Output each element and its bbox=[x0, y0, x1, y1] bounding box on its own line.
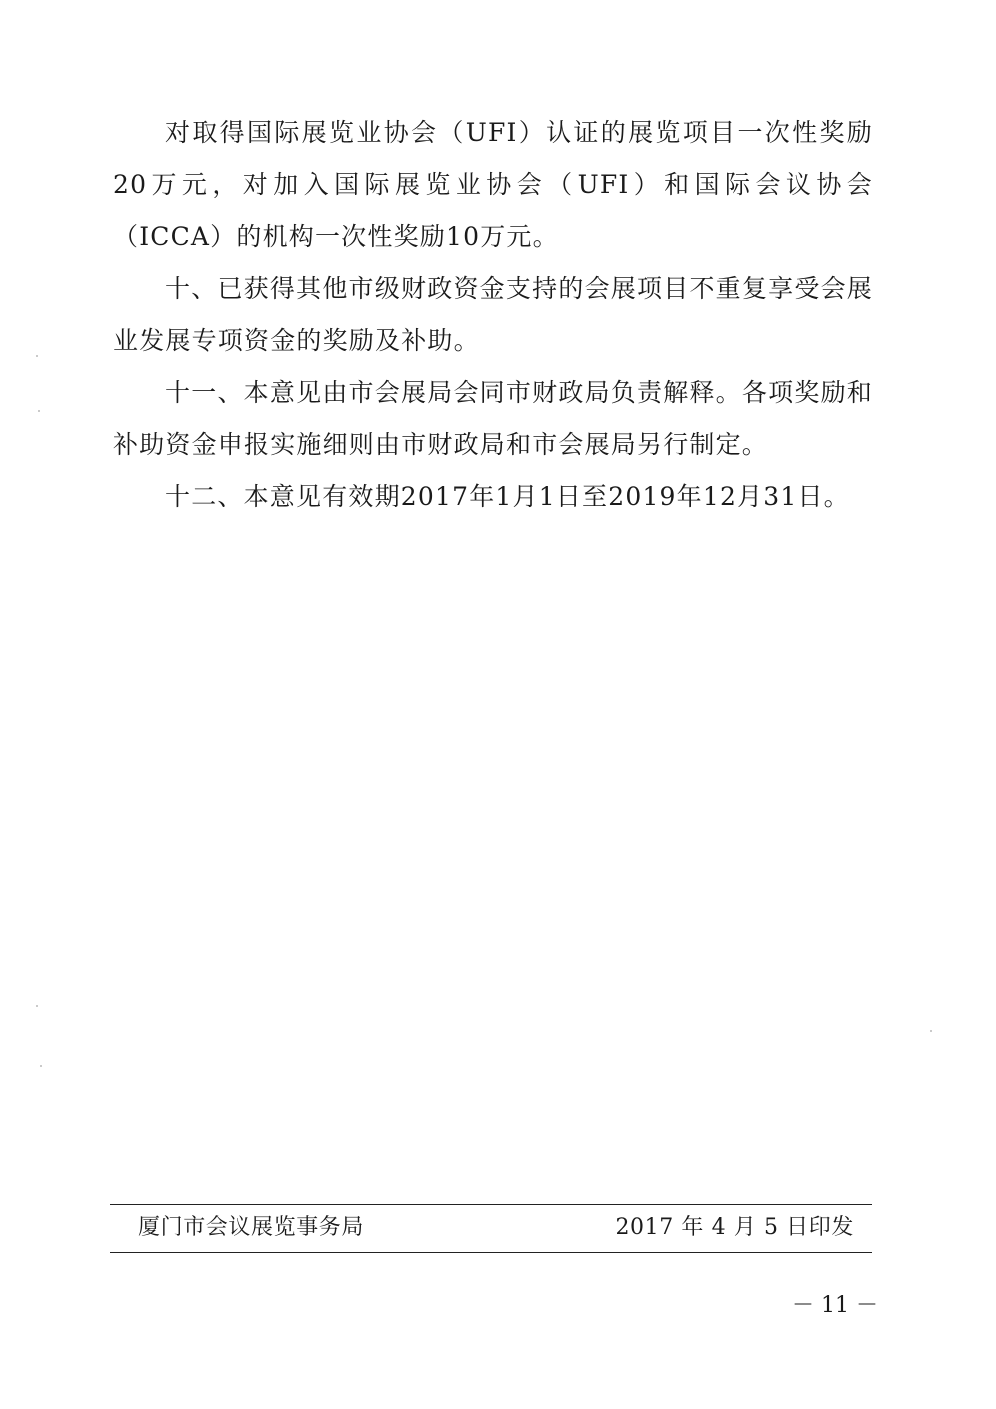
scan-speck bbox=[36, 355, 38, 357]
scan-speck bbox=[36, 1005, 38, 1007]
paragraph-item-10: 十、已获得其他市级财政资金支持的会展项目不重复享受会展业发展专项资金的奖励及补助。 bbox=[113, 274, 873, 355]
paragraph-ufi-icca-reward: 对取得国际展览业协会（UFI）认证的展览项目一次性奖励20万元，对加入国际展览业协会（UFI）和国际会议协会（ICCA）的机构一次性奖励10万元。 bbox=[113, 118, 873, 251]
scan-speck bbox=[930, 1030, 932, 1032]
footer-bottom-rule bbox=[110, 1252, 872, 1253]
footer-top-rule bbox=[110, 1204, 872, 1205]
scan-speck bbox=[40, 1065, 42, 1067]
footer-print-date: 2017 年 4 月 5 日印发 bbox=[615, 1215, 854, 1240]
page-number: － 11 － bbox=[792, 1293, 878, 1318]
footer-issuer: 厦门市会议展览事务局 bbox=[138, 1215, 365, 1240]
paragraph-item-12: 十二、本意见有效期2017年1月1日至2019年12月31日。 bbox=[165, 482, 850, 511]
scan-speck bbox=[38, 410, 40, 412]
paragraph-item-11: 十一、本意见由市会展局会同市财政局负责解释。各项奖励和补助资金申报实施细则由市财政局和市会展局另行制定。 bbox=[113, 378, 873, 459]
body-text bbox=[113, 107, 873, 523]
